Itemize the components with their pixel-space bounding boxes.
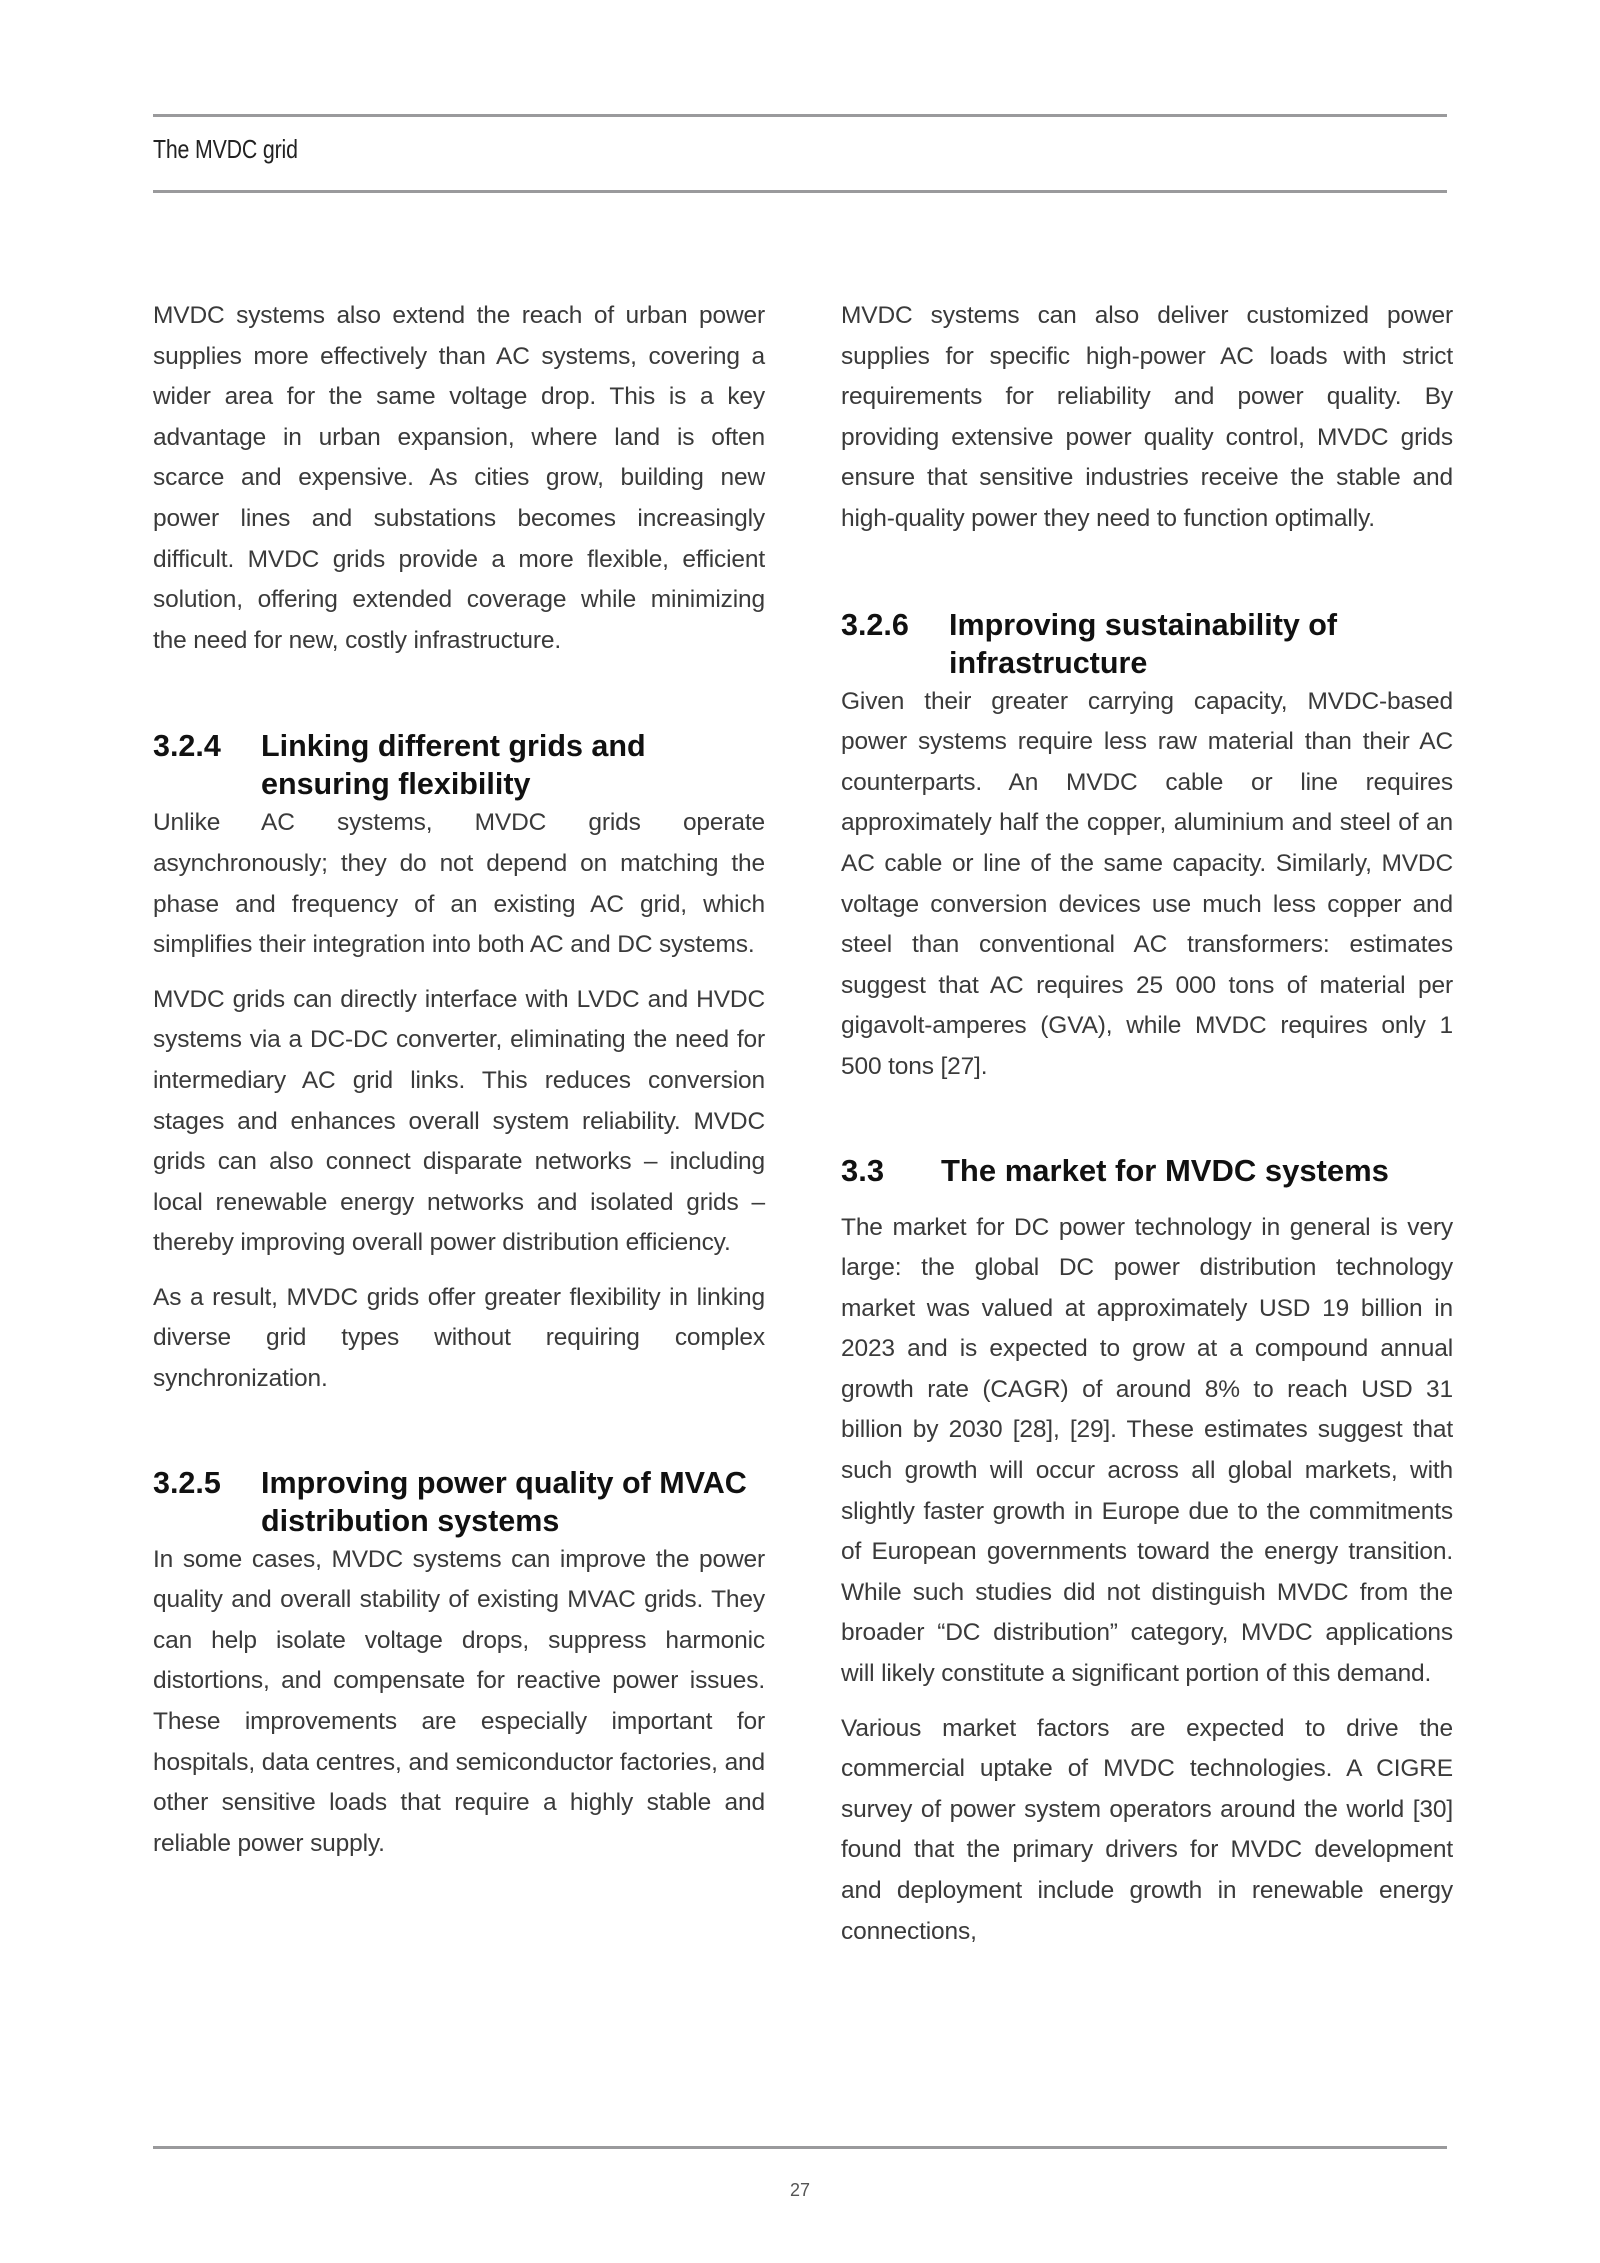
paragraph-urban-reach: MVDC systems also extend the reach of urban power supplies more effectively than AC systems, covering a wider area for the same voltage drop. This is a key advantage in urban expansion, where land is often scarce and expensive. As cities grow, building new power lines and substations becomes increasingly difficult. MVDC grids provide a more flexible, efficient solution, offering extended coverage while minimizing the need for new, costly infrastructure. <box>153 302 765 654</box>
heading-3-2-6 <box>841 606 1453 682</box>
section-number: 3.2.5 <box>153 1465 221 1500</box>
heading-3-2-4 <box>153 727 765 803</box>
paragraph-asynchronous: Unlike AC systems, MVDC grids operate asynchronously; they do not depend on matching the phase and frequency of an existing AC grid, which simplifies their integration into both AC and DC systems. <box>153 809 765 959</box>
left-column <box>153 296 765 1878</box>
section-number: 3.3 <box>841 1152 885 1188</box>
section-title: Linking different grids and ensuring flexibility <box>261 729 646 802</box>
paragraph-dc-dc-interface: MVDC grids can directly interface with LVDC and HVDC systems via a DC-DC converter, eliminating the need for intermediary AC grid links. This reduces conversion stages and enhances overall system reliability. MVDC grids can also connect disparate networks – including local renewable energy networks and isolated grids – thereby improving overall power distribution efficiency. <box>153 985 765 1257</box>
heading-3-3 <box>841 1152 1453 1190</box>
section-title: The market for MVDC systems <box>941 1152 1389 1188</box>
footer-rule <box>153 2146 1447 2149</box>
running-header-title: The MVDC grid <box>153 134 298 164</box>
heading-3-2-5 <box>153 1464 765 1540</box>
right-column <box>841 296 1453 1966</box>
header-bottom-rule <box>153 190 1447 193</box>
header-top-rule <box>153 114 1447 117</box>
section-title: Improving sustainability of infrastructure <box>949 607 1338 680</box>
section-number: 3.2.4 <box>153 729 221 764</box>
paragraph-customized-power: MVDC systems can also deliver customized power supplies for specific high-power AC loads with strict requirements for reliability and power quality. By providing extensive power quality control, MVDC grids ensure that sensitive industries receive the stable and high-quality power they need to function optimally. <box>841 302 1453 532</box>
page-number: 27 <box>789 2180 811 2200</box>
paragraph-raw-material: Given their greater carrying capacity, MVDC-based power systems require less raw material than their AC counterparts. An MVDC cable or line requires approximately half the copper, aluminium and steel of an AC cable or line of the same capacity. Similarly, MVDC voltage conversion devices use much less copper and steel than conventional AC transformers: estimates suggest that AC requires 25 000 tons of material per gigavolt-amperes (GVA), while MVDC requires only 1 500 tons [27]. <box>841 687 1453 1080</box>
paragraph-flexibility-result: As a result, MVDC grids offer greater flexibility in linking diverse grid types without requiring complex synchronization. <box>153 1283 765 1393</box>
section-title: Improving power quality of MVAC distribution systems <box>261 1465 747 1538</box>
section-number: 3.2.6 <box>841 607 909 642</box>
paragraph-market-size: The market for DC power technology in general is very large: the global DC power distribution technology market was valued at approximately USD 19 billion in 2023 and is expected to grow at a compound annual growth rate (CAGR) of around 8% to reach USD 31 billion by 2030 [28], [29]. These estimates suggest that such growth will occur across all global markets, with slightly faster growth in Europe due to the commitments of European governments toward the energy transition. While such studies did not distinguish MVDC from the broader “DC distribution” category, MVDC applications will likely constitute a significant portion of this demand. <box>841 1213 1453 1688</box>
paragraph-market-drivers: Various market factors are expected to drive the commercial uptake of MVDC technologies. A CIGRE survey of power system operators around the world [30] found that the primary drivers for MVDC development and deployment include growth in renewable energy connections, <box>841 1714 1453 1945</box>
paragraph-power-quality: In some cases, MVDC systems can improve the power quality and overall stability of existing MVAC grids. They can help isolate voltage drops, suppress harmonic distortions, and compensate for reactive power issues. These improvements are especially important for hospitals, data centres, and semiconductor factories, and other sensitive loads that require a highly stable and reliable power supply. <box>153 1545 765 1857</box>
